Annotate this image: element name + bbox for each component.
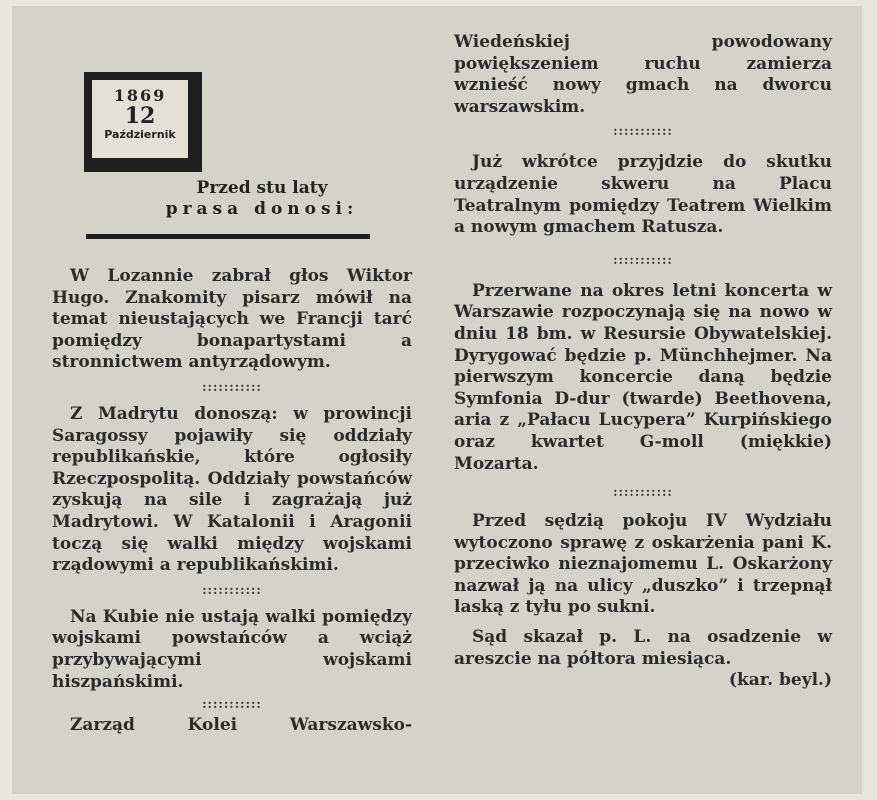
headline-rule — [86, 234, 370, 239]
separator: ::::::::::: — [613, 485, 673, 500]
date-year: 1869 — [113, 86, 167, 105]
article-railway-start: Zarząd Kolei Warszawsko- — [70, 715, 412, 736]
article-court: Przed sędzią pokoju IV Wydziału wytoczono sprawę z oskarżenia pani K. przeciwko nieznajomemu L. Oskarżony nazwał ją na ulicy „duszko” i trzepnął laską z tyłu po sukni. — [454, 511, 832, 618]
article-hugo: W Lozannie zabrał głos Wiktor Hugo. Znakomity pisarz mówił na temat nieustających we Francji tarć pomiędzy bonapartystami a stronnictwem antyrządowym. — [52, 266, 412, 373]
article-verdict: Sąd skazał p. L. na osadzenie w areszcie na półtora miesiąca. — [454, 627, 832, 669]
date-month: Październik — [104, 128, 176, 141]
article-cuba: Na Kubie nie ustają walki pomiędzy wojskami powstańców a wciąż przybywającymi wojskami hiszpańskimi. — [52, 606, 412, 692]
article-railway-cont: Wiedeńskiej powodowany powiększeniem ruchu zamierza wznieść nowy gmach na dworcu warszawskim. — [454, 32, 832, 117]
headline — [152, 178, 372, 220]
article-madrid: Z Madrytu donoszą: w prowincji Saragossy pojawiły się oddziały republikańskie, które ogłosiły Rzeczpospolitą. Oddziały powstańców zyskują na sile i zagrażają już Madrytowi. W Katalonii i Aragonii toczą się walki między wojskami rządowymi a republikańskimi. — [52, 403, 412, 576]
headline-line2: prasa donosi: — [165, 199, 359, 219]
date-box — [84, 72, 202, 172]
separator: ::::::::::: — [202, 379, 262, 394]
date-box-inner — [92, 80, 188, 158]
date-day: 12 — [124, 103, 156, 129]
signature: (kar. beyl.) — [728, 670, 832, 691]
separator: ::::::::::: — [202, 582, 262, 597]
headline-line1: Przed stu laty — [196, 178, 328, 198]
article-concerts: Przerwane na okres letni koncerta w Warszawie rozpoczynają się na nowo w dniu 18 bm. w Resursie Obywatelskiej. Dyrygować będzie p. Münchhejmer. Na pierwszym koncercie daną będzie Symfonia D-dur (twarde) Beethovena, aria z „Pałacu Lucypera” Kurpińskiego oraz kwartet G-moll (miękkie) Mozarta. — [454, 280, 832, 474]
left-column — [52, 266, 412, 737]
separator: ::::::::::: — [613, 252, 673, 267]
right-column — [454, 32, 832, 692]
article-square: Już wkrótce przyjdzie do skutku urządzenie skweru na Placu Teatralnym pomiędzy Teatrem Wielkim a nowym gmachem Ratusza. — [454, 152, 832, 238]
separator: ::::::::::: — [613, 124, 673, 139]
newspaper-clipping — [12, 6, 862, 794]
separator: ::::::::::: — [202, 697, 262, 712]
